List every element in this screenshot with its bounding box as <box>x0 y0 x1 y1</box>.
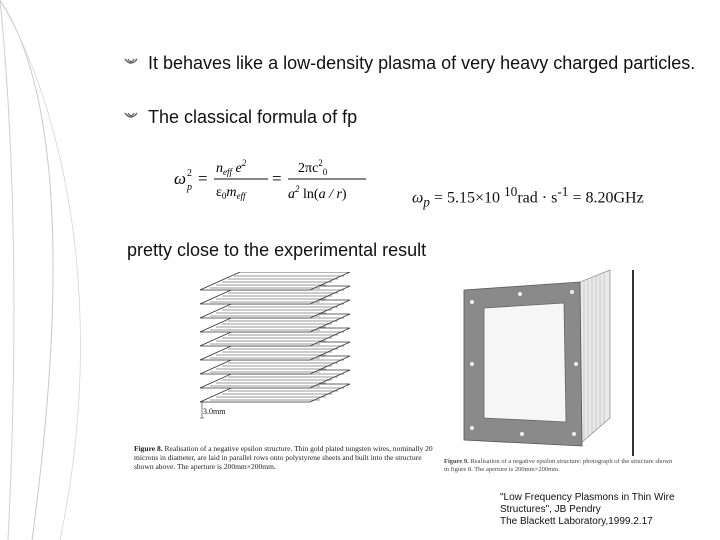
reference-line: Structures", JB Pendry <box>500 504 601 515</box>
svg-text:ε0meff: $\varepsilon_0m_{eff}$ <box>216 185 246 201</box>
bullet-text: It behaves like a low-density plasma of very heavy charged particles. <box>148 53 696 73</box>
structure-photo <box>460 268 636 458</box>
svg-text:2: 2 <box>187 168 192 179</box>
figure8-caption: Figure 8. Realisation of a negative epsilon structure. Thin gold plated tungsten wires, nominally 20 microns in diameter, are laid in parallel rows onto polystyrene sheets and built into the structure shown above. The aperture is 200mm×200mm. <box>134 444 433 471</box>
wire-structure-diagram <box>200 272 360 422</box>
bullet-icon <box>124 57 138 68</box>
figure9-caption: Figure 9. Realisation of a negative epsilon structure: photograph of the structure shown in figure 8. The aperture is 200mm×200mm. <box>444 458 673 473</box>
plasma-frequency-equation <box>172 152 372 206</box>
svg-text:=: = <box>272 169 282 188</box>
reference-line: "Low Frequency Plasmons in Thin Wire <box>500 492 675 503</box>
reference-line: The Blackett Laboratory,1999.2.17 <box>500 516 653 527</box>
svg-text:p: p <box>187 182 192 193</box>
plasma-frequency-value: $\omega_p = 5.15\times 10$ $^{10}rad \cdot s^{-1} = 8.20GHz$ <box>412 184 644 210</box>
svg-text:a2 ln(a / r): $a^2$ ln(a / r) <box>288 184 347 202</box>
bullet-item <box>148 106 708 128</box>
layer-spacing-label: 3.0mm <box>203 407 226 416</box>
bullet-item <box>148 52 708 74</box>
reference-citation <box>500 492 715 528</box>
bullet-text: The classical formula of fp <box>148 107 358 127</box>
bullet-icon <box>124 111 138 122</box>
svg-text:=: = <box>198 169 208 188</box>
svg-text:2πc20: $2\pi c^2_0$ <box>298 158 328 177</box>
svg-text:neff e2: $n_{eff}$ $e^2$ <box>216 158 247 177</box>
svg-text:ω: ω <box>174 169 187 188</box>
statement-text: pretty close to the experimental result <box>127 240 427 260</box>
